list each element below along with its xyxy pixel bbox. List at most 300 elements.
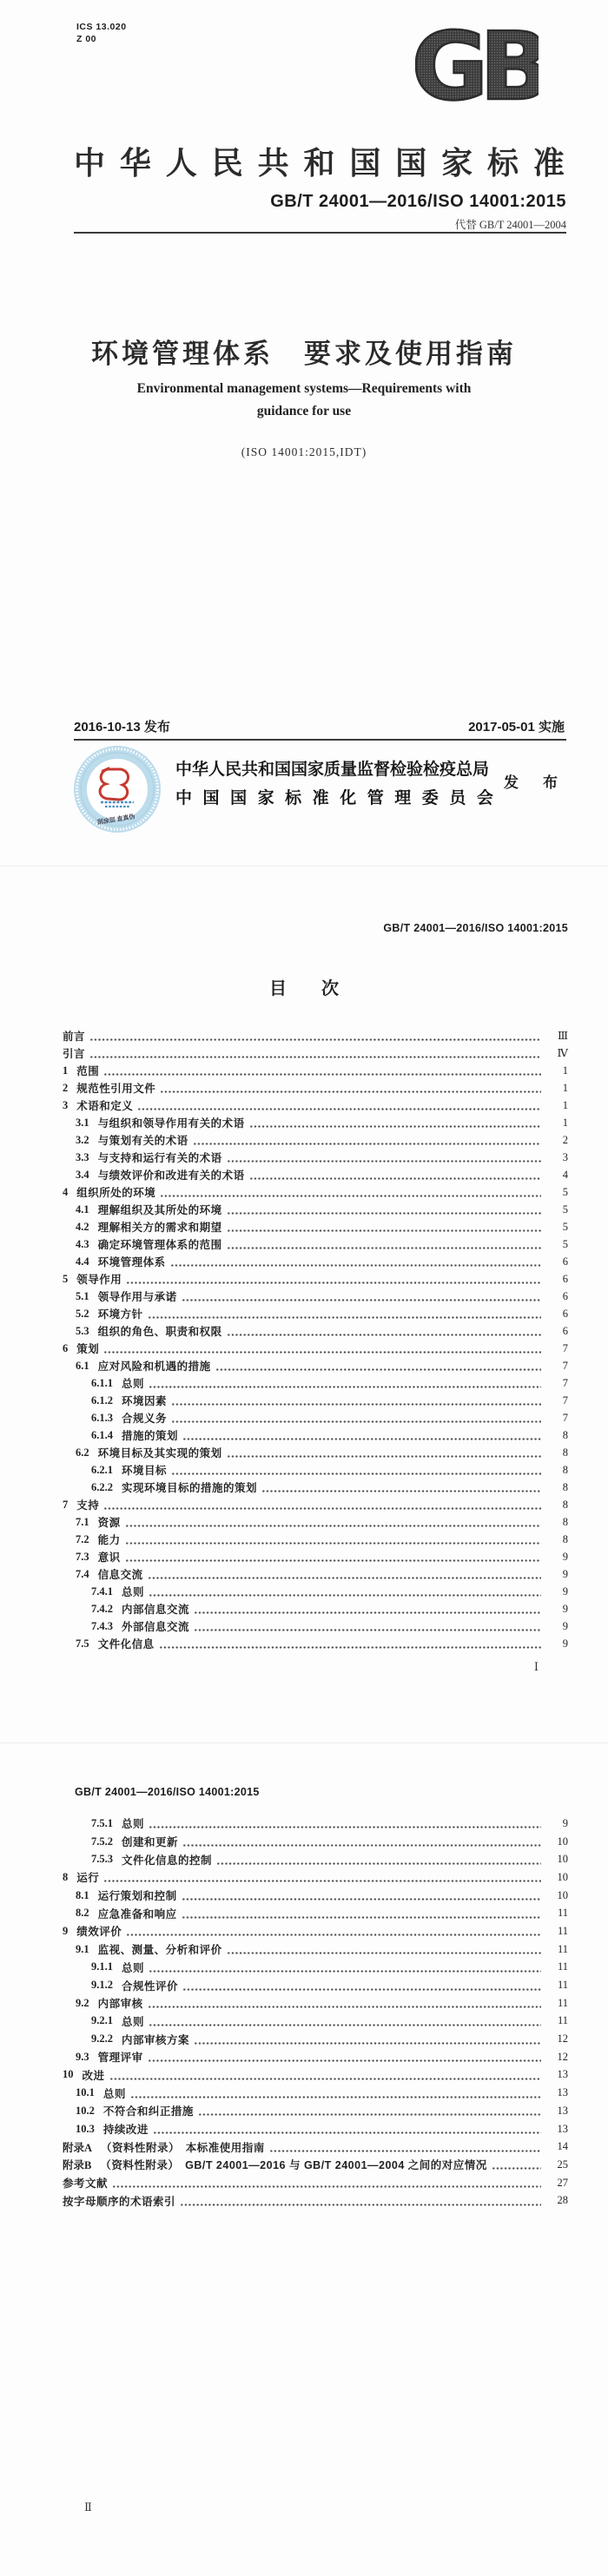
toc-entry-page: 6 (562, 1255, 568, 1268)
toc-entry-label: 理解相关方的需求和期望 (97, 1222, 222, 1234)
dot-leader (227, 1951, 541, 1955)
dot-leader (153, 2131, 541, 2135)
toc-entry-number: 6.1.3 (91, 1411, 113, 1424)
toc-entry-number: 10.2 (76, 2104, 95, 2117)
dot-leader (89, 1055, 541, 1059)
seal-scratch-text: 刮涂层 查真伪 (96, 813, 135, 827)
toc-entry-number: 3.2 (76, 1133, 89, 1146)
toc-entry-page: 9 (562, 1567, 568, 1580)
document-title-en-line1: Environmental management systems—Requirements with (136, 381, 472, 396)
dot-leader (215, 1367, 541, 1372)
dot-leader (171, 1472, 541, 1476)
toc-entry-page: 9 (562, 1584, 568, 1598)
toc-entry-page: 13 (557, 2086, 568, 2099)
iso-identity-note: (ISO 14001:2015,IDT) (241, 445, 367, 458)
toc-entry-label: 绩效评价 (76, 1926, 122, 1939)
toc-entry-number: 5.1 (76, 1289, 89, 1302)
toc-entry-page: 3 (562, 1150, 568, 1163)
toc-entry (63, 2066, 568, 2085)
toc-entry (63, 2174, 568, 2192)
dot-leader (182, 1298, 541, 1302)
toc-entry-number: 10.3 (76, 2122, 95, 2135)
toc-entry-number: 附录A (63, 2141, 93, 2154)
toc-entry-page: 5 (562, 1220, 568, 1233)
dot-leader (171, 1420, 541, 1424)
dot-leader (249, 1124, 541, 1129)
dot-leader (126, 1933, 541, 1937)
toc-entry-page: 25 (557, 2158, 568, 2171)
toc-entry (63, 1149, 568, 1166)
toc-entry-number: 7.4.2 (91, 1602, 113, 1615)
toc-entry-page: 13 (557, 2122, 568, 2135)
toc-entry (63, 1635, 568, 1652)
toc-entry-page: 9 (562, 1550, 568, 1563)
gb-logo-icon (415, 12, 539, 118)
toc-entry-label: 文件化信息 (97, 1638, 155, 1650)
ics-classification (76, 21, 127, 45)
toc-entry-label: 支持 (76, 1499, 100, 1512)
toc-entry-page: 10 (557, 1870, 568, 1883)
toc-entry (63, 2048, 568, 2066)
toc-entry-page: 11 (557, 1924, 568, 1937)
toc-entry-number: 10 (63, 2068, 74, 2081)
toc-entry-page: 1 (562, 1081, 568, 1094)
toc-list-page1 (63, 1027, 568, 1652)
toc-entry-page: 5 (562, 1185, 568, 1198)
toc-entry-label: 与组织和领导作用有关的术语 (97, 1117, 245, 1130)
toc-entry (63, 1833, 568, 1851)
toc-entry-label: 与支持和运行有关的术语 (97, 1152, 222, 1164)
toc-entry-page: 7 (562, 1411, 568, 1424)
running-header-page2: GB/T 24001—2016/ISO 14001:2015 (75, 1786, 260, 1798)
toc-entry (63, 1959, 568, 1977)
standard-number: GB/T 24001—2016/ISO 14001:2015 (270, 192, 566, 211)
toc-entry-label: 改进 (82, 2069, 105, 2082)
toc-entry (63, 2191, 568, 2210)
toc-entry-number: 2 (63, 1081, 69, 1094)
toc-entry-page: 7 (562, 1341, 568, 1354)
toc-entry-label: 管理评审 (97, 2052, 143, 2065)
toc-entry-label: 领导作用与承诺 (97, 1291, 177, 1303)
toc-entry (63, 1444, 568, 1461)
anti-counterfeit-seal (73, 745, 162, 833)
toc-entry-number: 9.2.2 (91, 2032, 113, 2046)
toc-entry (63, 1600, 568, 1617)
dot-leader (227, 1229, 541, 1233)
toc-entry-label: 环境目标 (122, 1465, 168, 1477)
toc-entry (63, 1131, 568, 1149)
toc-entry-number: 6.1.4 (91, 1428, 113, 1441)
toc-entry-label: 总则 (122, 1961, 145, 1974)
toc-entry (63, 1976, 568, 1994)
toc-entry-label: 内部信息交流 (122, 1604, 190, 1616)
dot-leader (112, 2184, 541, 2189)
toc-entry-page: 12 (557, 2032, 568, 2046)
dot-leader (194, 1611, 541, 1615)
dot-leader (148, 1576, 541, 1580)
toc-entry-page: 8 (562, 1428, 568, 1441)
dot-leader (227, 1333, 541, 1337)
dot-leader (159, 1645, 541, 1650)
dot-leader (170, 1263, 541, 1268)
toc-entry-label: 组织的角色、职责和权限 (97, 1326, 222, 1338)
dot-leader (125, 1541, 541, 1545)
toc-entry-label: 引言 (63, 1048, 86, 1060)
toc-entry (63, 1513, 568, 1531)
toc-entry-number: 6.2 (76, 1446, 89, 1459)
toc-entry-label: 总则 (122, 1586, 145, 1598)
dot-leader (269, 2149, 541, 2153)
toc-entry-page: 8 (562, 1446, 568, 1459)
toc-entry-number: 6.2.2 (91, 1480, 113, 1493)
dot-leader (103, 1350, 541, 1354)
cover-bottom-rule (74, 739, 566, 741)
toc-entry (63, 1994, 568, 2013)
toc-entry (63, 1496, 568, 1513)
toc-entry (63, 1340, 568, 1357)
toc-entry-page: 6 (562, 1307, 568, 1320)
toc-entry-number: 4.3 (76, 1237, 89, 1250)
dot-leader (126, 1281, 541, 1285)
toc-entry-number: 5.3 (76, 1324, 89, 1337)
toc-entry-number: 4.1 (76, 1202, 89, 1216)
dot-leader (148, 1315, 541, 1320)
toc-entry (63, 1392, 568, 1409)
toc-entry-page: 28 (557, 2194, 568, 2207)
toc-entry-page: 10 (557, 1888, 568, 1901)
toc-entry (63, 1183, 568, 1201)
dot-leader (227, 1246, 541, 1250)
toc-entry-label: 创建和更新 (122, 1836, 179, 1849)
dot-leader (125, 1524, 541, 1528)
toc-entry-label: 理解组织及其所处的环境 (97, 1204, 222, 1216)
dot-leader (149, 2023, 541, 2027)
toc-entry-label: 范围 (76, 1065, 100, 1077)
dot-leader (227, 1211, 541, 1216)
toc-entry-label: 环境目标及其实现的策划 (97, 1447, 222, 1459)
toc-entry-label: 措施的策划 (122, 1430, 179, 1442)
toc-entry (63, 1479, 568, 1496)
toc-entry (63, 1904, 568, 1922)
toc-entry-number: 3.3 (76, 1150, 89, 1163)
toc-entry-number: 3.4 (76, 1168, 89, 1181)
toc-entry-number: 6.1.1 (91, 1376, 113, 1389)
toc-entry-number: 5.2 (76, 1307, 89, 1320)
toc-entry-page: 11 (557, 1979, 568, 1992)
dot-leader (103, 1506, 541, 1511)
toc-entry-label: 实现环境目标的措施的策划 (122, 1482, 258, 1494)
toc-entry-label: 能力 (97, 1534, 121, 1546)
toc-entry-page: Ⅳ (557, 1047, 568, 1059)
toc-entry (63, 1868, 568, 1887)
toc-entry-label: 术语和定义 (76, 1100, 134, 1112)
toc-entry (63, 1027, 568, 1044)
dot-leader (180, 2203, 541, 2207)
toc-entry-page: 6 (562, 1289, 568, 1302)
toc-entry-page: 12 (557, 2050, 568, 2063)
toc-entry-page: 9 (562, 1602, 568, 1615)
toc-entry-number: 4.4 (76, 1255, 89, 1268)
toc-entry (63, 1374, 568, 1392)
toc-entry-number: 9.3 (76, 2050, 89, 2063)
toc-entry-label: 不符合和纠正措施 (102, 2105, 194, 2118)
toc-entry (63, 1218, 568, 1235)
national-standard-heading: 中 华 人 民 共 和 国 国 家 标 准 (74, 146, 565, 181)
toc-entry (63, 1062, 568, 1079)
toc-entry-label: 应急准备和响应 (97, 1907, 177, 1920)
toc-entry-page: 1 (562, 1064, 568, 1077)
toc-entry-label: 环境管理体系 (97, 1256, 166, 1268)
issuing-authority-line1: 中华人民共和国国家质量监督检验检疫总局 (175, 761, 490, 779)
toc-entry-page: 9 (562, 1816, 568, 1829)
dot-leader (198, 2112, 541, 2117)
dot-leader (182, 1987, 541, 1992)
dot-leader (125, 1558, 541, 1563)
toc-entry (63, 1461, 568, 1479)
toc-entry-page: 6 (562, 1324, 568, 1337)
toc-entry-label: （资料性附录） 本标准使用指南 (101, 2141, 265, 2154)
toc-entry-label: 组织所处的环境 (76, 1187, 156, 1199)
toc-entry-label: 持续改进 (102, 2124, 149, 2137)
dot-leader (227, 1159, 541, 1163)
dot-leader (182, 1437, 541, 1441)
issuing-authority-line2: 中 国 国 家 标 准 化 管 理 委 员 会 (175, 789, 493, 807)
toc-entry-number: 5 (63, 1272, 69, 1285)
toc-entry (63, 1253, 568, 1270)
toc-entry (63, 1887, 568, 1905)
toc-entry-page: 9 (562, 1619, 568, 1632)
toc-entry-label: 合规性评价 (122, 1980, 179, 1993)
dot-leader (194, 1628, 541, 1632)
toc-entry-label: 按字母顺序的术语索引 (63, 2195, 176, 2208)
toc-entry (63, 1922, 568, 1940)
toc-entry-number: 7.4.1 (91, 1584, 113, 1598)
toc-list-page2 (63, 1815, 568, 2210)
dot-leader (492, 2166, 541, 2171)
dot-leader (89, 1038, 541, 1042)
folio-page2: Ⅱ (84, 2500, 92, 2513)
toc-entry (63, 1531, 568, 1548)
cover-top-rule (74, 232, 566, 234)
toc-entry-number: 9.2.1 (91, 2014, 113, 2027)
toc-entry-label: 资源 (97, 1517, 121, 1529)
toc-entry-number: 附录B (63, 2159, 92, 2172)
dot-leader (103, 1072, 541, 1077)
dot-leader (148, 2005, 541, 2009)
toc-entry-number: 6 (63, 1341, 69, 1354)
toc-entry-page: 8 (562, 1532, 568, 1545)
toc-entry-number: 7.5.3 (91, 1853, 113, 1866)
toc-entry (63, 1548, 568, 1565)
toc-entry-page: 8 (562, 1463, 568, 1476)
dot-leader (249, 1176, 541, 1181)
toc-entry-number: 7.1 (76, 1515, 89, 1528)
toc-entry (63, 2120, 568, 2138)
toc-entry-number: 7 (63, 1498, 69, 1511)
toc-entry-page: 14 (557, 2140, 568, 2153)
toc-entry-page: 9 (562, 1637, 568, 1650)
toc-entry (63, 2102, 568, 2120)
dot-leader (216, 1861, 541, 1866)
toc-entry-page: 13 (557, 2068, 568, 2081)
toc-entry-number: 1 (63, 1064, 69, 1077)
toc-entry-page: 8 (562, 1515, 568, 1528)
toc-entry-label: 文件化信息的控制 (122, 1854, 213, 1867)
dot-leader (149, 1969, 541, 1973)
toc-entry-page: 8 (562, 1480, 568, 1493)
toc-entry-number: 9.1.2 (91, 1979, 113, 1992)
toc-title: 目 次 (269, 979, 339, 998)
toc-entry-number: 7.2 (76, 1532, 89, 1545)
toc-entry (63, 1288, 568, 1305)
publish-label: 发 布 (504, 774, 558, 791)
toc-entry-number: 8.2 (76, 1907, 89, 1920)
toc-entry-label: 总则 (122, 2015, 145, 2028)
dot-leader (261, 1489, 541, 1493)
toc-entry-page: 2 (562, 1133, 568, 1146)
toc-entry (63, 2013, 568, 2031)
toc-entry (63, 1617, 568, 1635)
toc-entry (63, 1850, 568, 1868)
toc-entry-label: 总则 (102, 2087, 126, 2100)
toc-entry-page: 10 (557, 1835, 568, 1848)
toc-entry (63, 1565, 568, 1583)
dot-leader (160, 1194, 541, 1198)
toc-entry-number: 6.1 (76, 1359, 89, 1372)
toc-entry-label: 与策划有关的术语 (97, 1135, 188, 1147)
toc-entry-number: 3.1 (76, 1116, 89, 1129)
dot-leader (148, 2059, 541, 2063)
toc-entry-label: （资料性附录） GB/T 24001—2016 与 GB/T 24001—2004 之间的对应情况 (100, 2159, 487, 2172)
toc-entry (63, 1322, 568, 1340)
toc-entry-number: 7.5.2 (91, 1835, 113, 1848)
toc-entry-number: 8 (63, 1870, 69, 1883)
toc-entry (63, 1201, 568, 1218)
toc-entry (63, 1940, 568, 1959)
toc-entry-number: 9 (63, 1924, 69, 1937)
toc-entry-number: 7.4 (76, 1567, 89, 1580)
toc-entry-label: 领导作用 (76, 1274, 122, 1286)
dot-leader (149, 1825, 541, 1829)
toc-entry-page: 7 (562, 1393, 568, 1407)
toc-entry-label: 意识 (97, 1552, 121, 1564)
toc-entry (63, 1166, 568, 1183)
toc-entry-number: 9.1.1 (91, 1960, 113, 1973)
toc-entry-page: 7 (562, 1359, 568, 1372)
toc-entry-page: Ⅲ (557, 1030, 568, 1042)
toc-entry-label: 内部审核方案 (122, 2033, 190, 2046)
toc-entry-page: 4 (562, 1168, 568, 1181)
toc-entry-number: 7.3 (76, 1550, 89, 1563)
toc-entry-label: 总则 (122, 1378, 145, 1390)
toc-entry-page: 27 (557, 2176, 568, 2189)
toc-entry-page: 13 (557, 2104, 568, 2117)
toc-entry (63, 1097, 568, 1114)
toc-entry-page: 7 (562, 1376, 568, 1389)
toc-entry-label: 参考文献 (63, 2177, 109, 2191)
dot-leader (182, 1915, 541, 1920)
dot-leader (227, 1454, 541, 1459)
toc-entry-label: 规范性引用文件 (76, 1083, 156, 1095)
toc-entry-label: 运行策划和控制 (97, 1890, 177, 1903)
toc-entry-label: 合规义务 (122, 1413, 168, 1425)
toc-entry-page: 10 (557, 1853, 568, 1866)
toc-entry-page: 1 (562, 1098, 568, 1111)
dot-leader (171, 1402, 541, 1407)
toc-entry (63, 1815, 568, 1833)
toc-entry (63, 1357, 568, 1374)
toc-entry (63, 1409, 568, 1426)
toc-entry (63, 1235, 568, 1253)
implementation-date: 2017-05-01 实施 (468, 720, 565, 735)
toc-entry-page: 6 (562, 1272, 568, 1285)
toc-entry (63, 2084, 568, 2102)
dot-leader (194, 2041, 541, 2046)
toc-entry-label: 信息交流 (97, 1569, 143, 1581)
toc-entry-label: 监视、测量、分析和评价 (97, 1944, 222, 1957)
toc-entry-page: 11 (557, 2014, 568, 2027)
toc-entry-number: 7.5 (76, 1637, 89, 1650)
ics-code: ICS 13.020 (76, 22, 127, 32)
toc-entry-page: 8 (562, 1498, 568, 1511)
dot-leader (149, 1593, 541, 1598)
dot-leader (160, 1090, 541, 1094)
toc-entry-number: 10.1 (76, 2086, 95, 2099)
dot-leader (193, 1142, 541, 1146)
toc-entry-number: 9.2 (76, 1996, 89, 2009)
toc-entry-label: 运行 (76, 1872, 100, 1885)
dot-leader (109, 2077, 541, 2081)
toc-entry-page: 1 (562, 1116, 568, 1129)
dot-leader (103, 1879, 541, 1883)
toc-entry-page: 5 (562, 1202, 568, 1216)
toc-entry (63, 1044, 568, 1062)
toc-entry-label: 前言 (63, 1031, 86, 1043)
toc-entry-label: 总则 (122, 1818, 145, 1831)
toc-entry (63, 1426, 568, 1444)
toc-entry-number: 4 (63, 1185, 69, 1198)
toc-entry-number: 3 (63, 1098, 69, 1111)
toc-entry-page: 11 (557, 1960, 568, 1973)
dot-leader (182, 1897, 541, 1901)
toc-entry-page: 11 (557, 1907, 568, 1920)
toc-entry (63, 1305, 568, 1322)
dot-leader (137, 1107, 541, 1111)
running-header-page1: GB/T 24001—2016/ISO 14001:2015 (383, 922, 568, 934)
toc-entry-page: 5 (562, 1237, 568, 1250)
toc-entry-label: 与绩效评价和改进有关的术语 (97, 1169, 245, 1182)
ccs-code: Z 00 (76, 34, 97, 44)
dot-leader (182, 1843, 541, 1848)
toc-entry-page: 11 (557, 1942, 568, 1955)
toc-entry-page: 11 (557, 1996, 568, 2009)
toc-entry-number: 9.1 (76, 1942, 89, 1955)
toc-entry-label: 环境因素 (122, 1395, 168, 1407)
toc-entry-number: 8.1 (76, 1888, 89, 1901)
toc-entry (63, 2138, 568, 2156)
dot-leader (149, 1385, 541, 1389)
toc-entry (63, 1270, 568, 1288)
toc-entry-label: 外部信息交流 (122, 1621, 190, 1633)
document-title-en-line2: guidance for use (256, 404, 352, 418)
toc-entry-number: 4.2 (76, 1220, 89, 1233)
toc-entry-number: 7.5.1 (91, 1816, 113, 1829)
toc-entry-number: 6.1.2 (91, 1393, 113, 1407)
dot-leader (130, 2095, 541, 2099)
toc-entry-label: 策划 (76, 1343, 100, 1355)
toc-entry (63, 1583, 568, 1600)
gb-logo-letters: GB (415, 13, 539, 118)
